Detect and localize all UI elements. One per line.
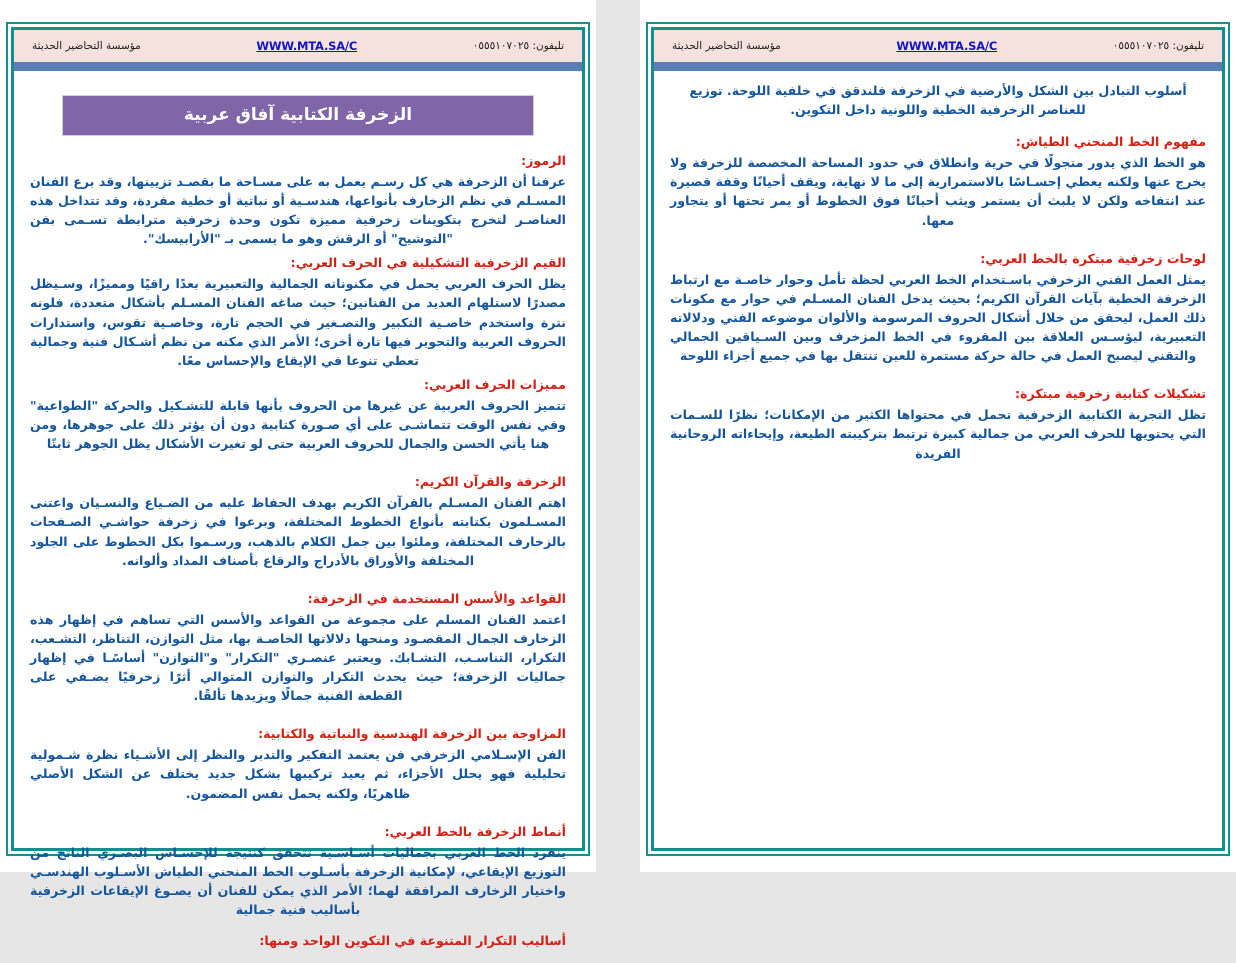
section-spacer [28,459,568,473]
section-heading: مفهوم الخط المنحني الطياش: [1015,134,1206,150]
page-border-outer-left [6,22,590,948]
section-heading: المزاوجة بين الزخرفة الهندسية والنباتية والكتابية: [258,726,566,742]
section-heading: الزخرفة والقرآن الكريم: [414,474,566,490]
trailing-section-heading: أساليب التكرار المتنوعة في التكوين الواحد ومنها: [259,932,566,948]
page-border-outer-right [646,22,1230,856]
header-organization-left: مؤسسة التحاضير الحديثة [32,40,141,52]
section-heading: القواعد والأسس المستخدمة في الزخرفة: [307,590,566,606]
lead-paragraph: أسلوب التبادل بين الشكل والأرضية في الزخرفة فلندقق في خلفية اللوحة. توزيع للعناصر الزخرفية الخطية واللونية داخل التكوين. [689,83,1187,118]
header-website-link-left[interactable]: WWW.MTA.SA/C [256,39,358,53]
section-heading: القيم الزخرفية التشكيلية في الحرف العربي: [290,255,566,271]
section-body: الفن الإسـلامي الزخرفي فن يعتمد التفكير والتدبر والنظر إلى الأشـياء نظرة شـمولية تحليلية فهو يحلل الأجزاء، ثم يعيد تركيبها بشكل جديد يختلف عن الشكل الأصلي ظاهريًا، ولكنه يحمل نفس المضمون. [30,747,566,801]
content-section [28,823,568,919]
section-spacer [28,711,568,725]
section-heading: الرموز: [521,153,566,168]
document-page-left [0,0,596,948]
section-spacer [28,576,568,590]
section-body: يمثل العمل الفني الزخرفي باسـتخدام الخط العربي لحظة تأمل وحوار خاصـة مع ارتباط الزخرفة الخطية بآيات القرآن الكريم؛ بحيث يدخل الفنان المسـلم في حوار مع مكونات ذلك العمل، ليحقق من خلال أشكال الحروف المرسومة والألوان موضوعه الفني ودلالاته التعبيرية، ليؤسـس العلاقة بين المقروء في الخط المزخرف وبين السـياقين الجمالي والتقني ليصبح العمل في حالة حركة مستمرة للعين تنتقل بها في جميع أجزاء اللوحة [670,271,1206,364]
section-body: اعتمد الفنان المسلم على مجموعة من القواعد والأسس التي تساهم في إظهار هذه الزخارف الجمال المقصـود ومنحها دلالاتها الخاصـة بها، مثل التوازن، التناظر، التشـعب، التكرار، التناسـب، التشـابك. ويعتبر عنصـري "التكرار" و"التوازن" أساسًـا في إظهار جماليات الزخرفة؛ حيث يحدث التكرار والتوازن المتوالي أثرًا زخرفيًا يضـفي على القطعة الفنية جمالًا ويزيدها تألقًا. [30,611,566,704]
page-header-left [14,30,582,62]
page-border-inner-right [651,27,1225,851]
content-section [668,385,1208,462]
header-phone-left: تليفون: ٠٥٥٥١٠٧٠٢٥ [472,40,564,52]
section-body: عرفنا أن الزخرفة هي كل رسـم يعمل به على مسـاحة ما بقصـد تزيينها، وقد برع الفنان المسـلم في نظم الزخارف بأنواعها، هندسـية أو نباتية أو خطية مفردة، وقد تتداخل هذه العناصـر لتخرج بتكوينات زخرفية مميزة تكون وحدة زخرفية مترابطة تسـمى بفن "التوشيح" أو الرقش وهو ما يسمى بـ "الأرابيسك". [30,173,566,247]
content-section [28,473,568,569]
content-section [28,152,568,248]
content-section [28,725,568,802]
section-heading: أنماط الزخرفة بالخط العربي: [384,823,566,839]
document-title-banner [62,95,534,136]
section-body: اهتم الفنان المسـلم بالقرآن الكريم بهدف الحفاظ عليه من الضـياع والنسـيان واعتنى المسـلمون بكتابته بأنواع الخطوط المختلفة، وبرعوا في زخرفة حواشـي الصـفحات بالزخارف المختلفة، وملئوا بين جمل الكلام بالذهب، ورسـموا بكل الخطوط على الجلود المختلفة والأوراق بالأدراج والرقاع بأصناف المداد وألوانه. [30,495,566,568]
page-body-left [14,71,582,963]
content-section [668,133,1208,229]
header-separator-bar-left [14,62,582,71]
section-body: يظل الحرف العربي يحمل في مكنوناته الجمالية والتعبيرية بعدًا راقيًا ومميزًا، وسـيظل مصدرًا لاستلهام العديد من الفنانين؛ حيث صاغه الفنان المسـلم بأشكال متعددة، فلونه نترة واستخدم خاصـية التكبير والتصـغير في الحجم تارة، وخاصـية تقوس، واستدارات الحروف العربية والتحوير فيها تارة أخرى؛ الأمر الذي مكنه من نظم أشـكال فنية وجمالية تعطي تنوعا في الإيقاع والإحساس معًا. [30,276,566,368]
section-body: تتميز الحروف العربية عن غيرها من الحروف بأنها قابلة للتشـكيل والحركة "الطواعية" وفي نفس الوقت تتماشـى على أي صـورة كتابية دون أن يؤثر ذلك على جوهرها، ومن هنا يأتي الحسن والجمال للحروف العربية حتى لو تغيرت الأشكال يظل الجوهر ثابتًا [30,397,566,452]
document-page-right [640,0,1236,872]
page-body-right [654,71,1222,848]
content-section [28,590,568,706]
content-section [28,376,568,453]
section-heading: لوحات زخرفية مبتكرة بالخط العربي: [980,250,1206,266]
content-section [668,250,1208,366]
header-website-link-right[interactable]: WWW.MTA.SA/C [896,39,998,53]
header-organization-right: مؤسسة التحاضير الحديثة [672,40,781,52]
page-header-right [654,30,1222,62]
content-section [28,254,568,370]
header-separator-bar-right [654,62,1222,71]
section-spacer [28,809,568,823]
section-spacer [668,236,1208,250]
header-phone-right: تليفون: ٠٥٥٥١٠٧٠٢٥ [1112,40,1204,52]
section-body: تظل التجربة الكتابية الزخرفية تحمل في محتواها الكثير من الإمكانات؛ نظرًا للسـمات التي يحتويها للحرف العربي من جمالية كبيرة ترتبط بتركيبته الطيعة، وإيحاءاته الروحانية الفريدة [670,407,1206,461]
section-heading: تشكيلات كتابية زخرفية مبتكرة: [1015,386,1206,402]
section-body: ينفرد الخط العربي بجماليات أسـاسـية تتحقق كنتيجة للإحسـاس البصـري الناتج من التوزيع الإيقاعي، لإمكانية الزخرفة بأسـلوب الخط المنحني الطياش الأسـلوب الهندسـي واختيار الزخارف المرافقة لهما؛ الأمر الذي يمكن للفنان أن يصـوغ الإيقاعات الزخرفية بأساليب فنية جمالية [30,844,566,918]
section-heading: مميزات الحرف العربي: [423,377,566,393]
page-title: الزخرفة الكتابية آفاق عربية [183,105,413,125]
section-body: هو الخط الذي يدور متجولًا في حرية وانطلاق في حدود المساحة المخصصة للزخرفة ولا يخرج عنها ولكنه يعطي إحسـاسًا بالاستمرارية إلى ما لا نهاية، ويقف أحيانًا وقفة قصيرة عند انتفاخه ولكن لا يلبث أن يستمر ويثب أحيانًا فوق الخطوط أو يمر تحتها أو يتجاور معها. [670,155,1206,228]
page-border-inner-left [11,27,585,948]
section-spacer [668,371,1208,385]
